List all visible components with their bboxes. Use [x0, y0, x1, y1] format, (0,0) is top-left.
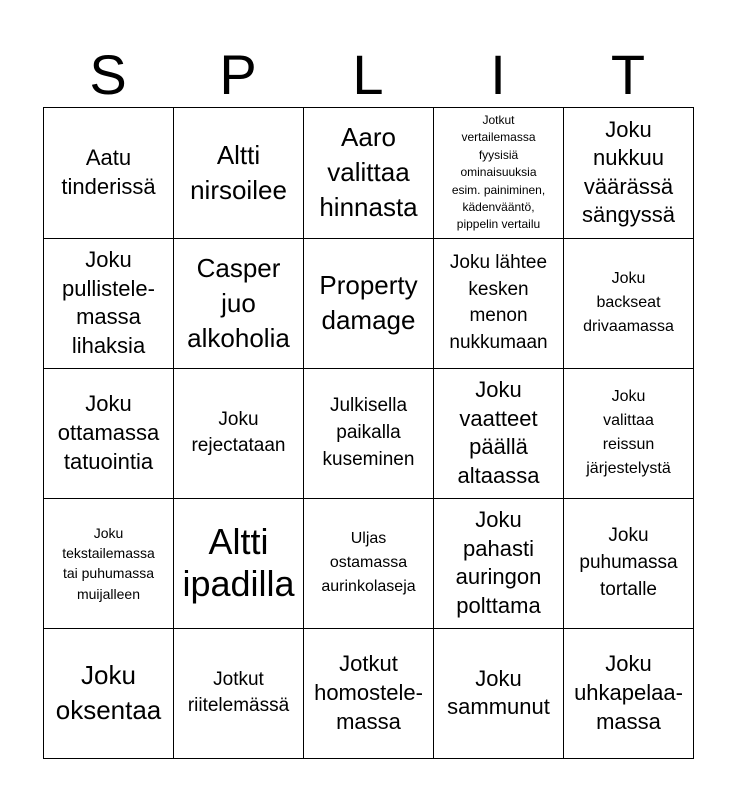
- bingo-cell[interactable]: [564, 498, 694, 628]
- bingo-cell[interactable]: [564, 368, 694, 498]
- bingo-cell[interactable]: [174, 628, 304, 758]
- cell-text: Joku pullistele- massa lihaksia: [62, 247, 155, 358]
- cell-text: Joku pahasti auringon polttama: [455, 507, 542, 618]
- bingo-title: [43, 40, 693, 110]
- bingo-cell[interactable]: [434, 108, 564, 239]
- cell-text: Julkisella paikalla kuseminen: [322, 395, 415, 470]
- cell-text: Joku rejectataan: [191, 408, 286, 457]
- bingo-cell[interactable]: [434, 498, 564, 628]
- bingo-row: [44, 628, 694, 758]
- bingo-cell[interactable]: [564, 628, 694, 758]
- bingo-cell[interactable]: [44, 108, 174, 239]
- bingo-cell[interactable]: [434, 368, 564, 498]
- cell-text: Aatu tinderissä: [61, 145, 156, 199]
- bingo-cell[interactable]: [434, 628, 564, 758]
- cell-text: Jotkut riitelemässä: [187, 668, 290, 717]
- bingo-cell[interactable]: [304, 368, 434, 498]
- bingo-cell[interactable]: [564, 108, 694, 239]
- cell-text: Altti nirsoilee: [190, 139, 287, 205]
- bingo-cell[interactable]: [44, 238, 174, 368]
- cell-text: Casper juo alkoholia: [187, 252, 290, 353]
- cell-text: Joku sammunut: [447, 665, 550, 720]
- bingo-cell[interactable]: [304, 628, 434, 758]
- title-letter-p: P: [219, 43, 257, 106]
- cell-text: Joku puhumassa tortalle: [579, 525, 678, 600]
- cell-text: Joku vaatteet päällä altaassa: [457, 377, 540, 488]
- title-letter-s: S: [89, 43, 127, 106]
- cell-text: Joku tekstailemassa tai puhumassa muijalleen: [62, 524, 155, 602]
- cell-text: Joku ottamassa tatuointia: [57, 391, 160, 474]
- bingo-row: [44, 498, 694, 628]
- bingo-cell[interactable]: [44, 498, 174, 628]
- bingo-cell[interactable]: [44, 368, 174, 498]
- bingo-cell[interactable]: [174, 108, 304, 239]
- bingo-cell[interactable]: [304, 498, 434, 628]
- bingo-cell[interactable]: [174, 498, 304, 628]
- cell-text: Joku lähtee kesken menon nukkumaan: [449, 252, 548, 353]
- bingo-cell[interactable]: [174, 238, 304, 368]
- bingo-row: [44, 368, 694, 498]
- cell-text: Joku uhkapelaa- massa: [574, 651, 683, 734]
- bingo-cell[interactable]: [434, 238, 564, 368]
- bingo-cell[interactable]: [174, 368, 304, 498]
- cell-text: Joku oksentaa: [55, 660, 162, 726]
- cell-text: Property damage: [319, 270, 418, 336]
- title-letter-l: L: [352, 43, 384, 106]
- cell-text: Joku nukkuu väärässä sängyssä: [582, 116, 675, 228]
- cell-text: Joku valittaa reissun järjestelystä: [586, 388, 671, 478]
- bingo-grid: [43, 107, 694, 759]
- bingo-row: [44, 108, 694, 239]
- title-letter-i: I: [490, 43, 506, 106]
- bingo-cell[interactable]: [44, 628, 174, 758]
- cell-text: Uljas ostamassa aurinkolaseja: [321, 530, 416, 596]
- title-letter-t: T: [610, 43, 646, 106]
- bingo-cell[interactable]: [304, 108, 434, 239]
- bingo-cell[interactable]: [564, 238, 694, 368]
- bingo-cell[interactable]: [304, 238, 434, 368]
- cell-text: Jotkut homostele- massa: [314, 651, 423, 734]
- cell-text: Joku backseat drivaamassa: [583, 270, 674, 336]
- cell-text: Aaro valittaa hinnasta: [319, 122, 418, 223]
- cell-text: Jotkut vertailemassa fyysisiä ominaisuuksia esim. painiminen, kädenvääntö, pippelin vertailu: [451, 113, 546, 232]
- bingo-row: [44, 238, 694, 368]
- cell-text: Altti ipadilla: [182, 520, 295, 605]
